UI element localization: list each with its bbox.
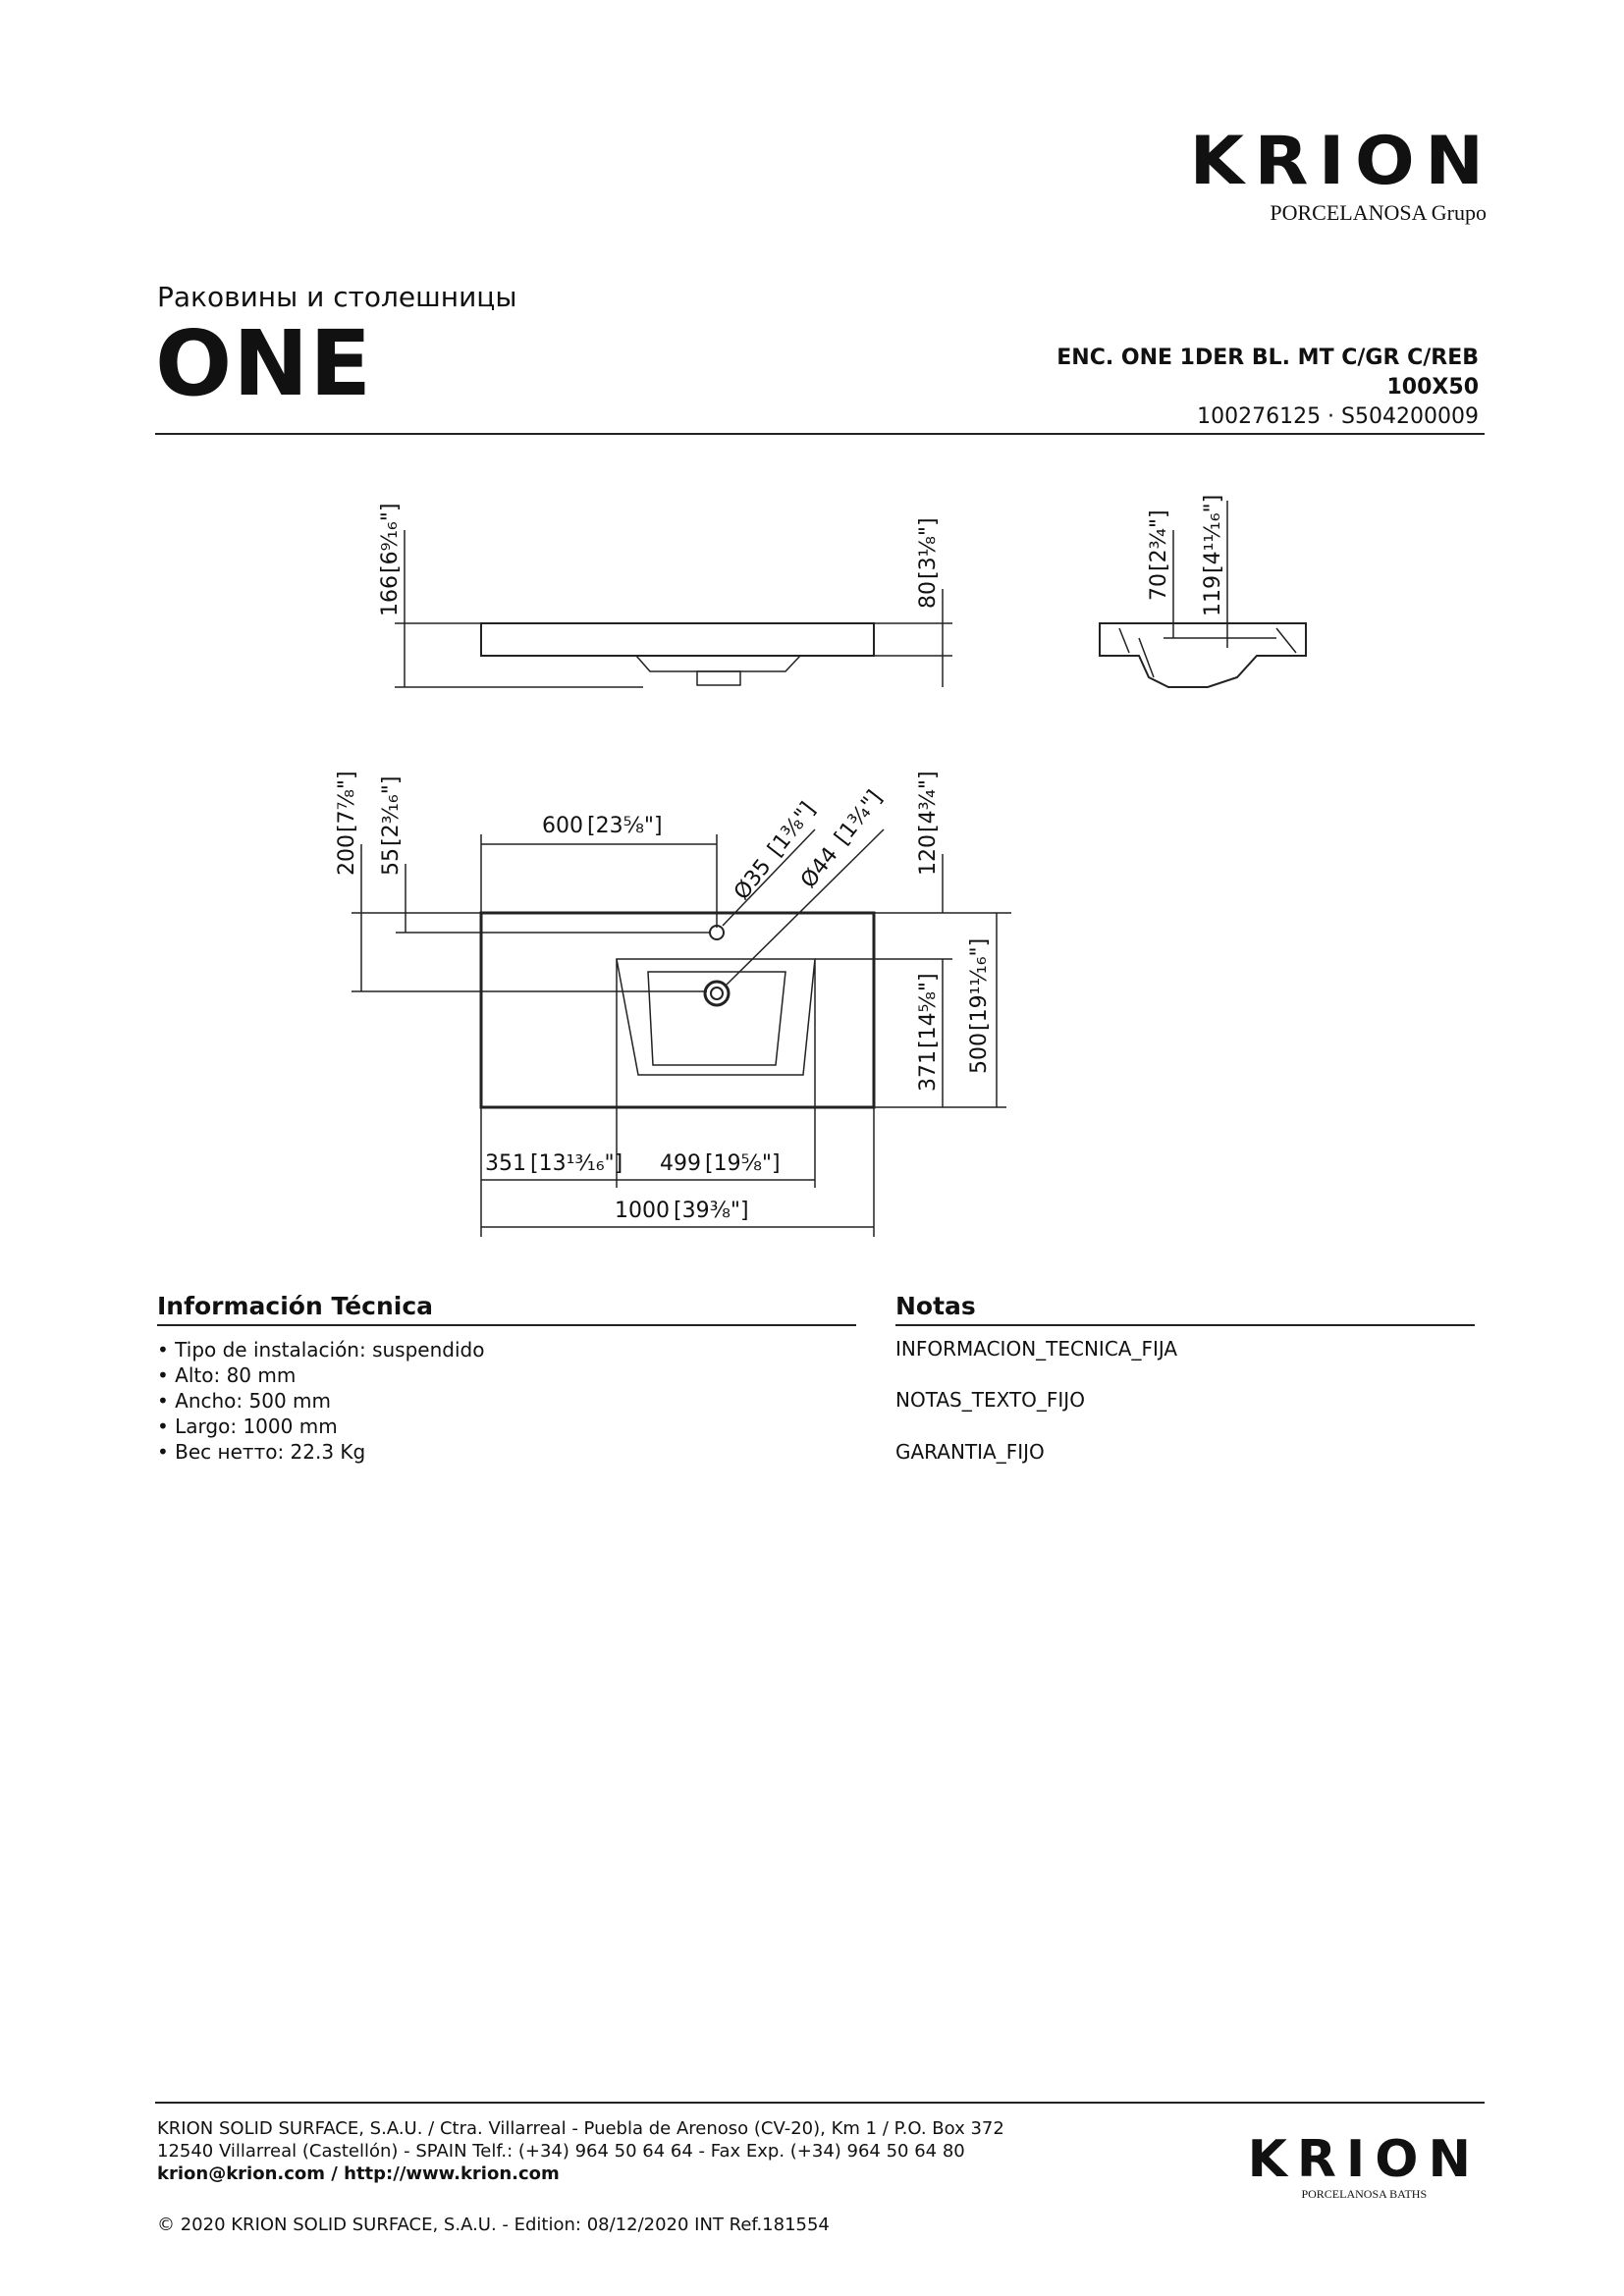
dim-120-imperial: [4¾"] [916,771,941,832]
contact-line: krion@krion.com / http://www.krion.com [157,2163,560,2184]
dim-200: 200 [335,834,359,876]
dim-1000: 1000 [615,1199,670,1223]
dim-55: 55 [379,848,404,876]
dim-351: 351 [485,1151,526,1176]
dim-500: 500 [967,1033,992,1074]
dim-600: 600 [542,814,583,838]
dim-120: 120 [916,834,941,876]
spec-item: • Ancho: 500 mm [157,1389,332,1413]
tech-info-divider [157,1324,856,1326]
dim-600-imperial: [23⅝"] [587,814,663,838]
dim-70: 70 [1147,573,1171,601]
dim-371: 371 [916,1050,941,1092]
dim-44-diameter: Ø44 [796,842,843,893]
logo-wordmark: KRION [1189,123,1494,200]
tech-info-list [157,1337,484,1465]
page-title: ONE [155,311,373,416]
product-codes: 100276125 · S504200009 [1197,404,1479,429]
logo-tagline: PORCELANOSA Grupo [1270,200,1487,225]
dim-35-imperial: [1⅜"] [763,797,821,862]
footer-divider [155,2102,1485,2104]
copyright: © 2020 KRION SOLID SURFACE, S.A.U. - Edition: 08/12/2020 INT Ref.181554 [157,2215,830,2235]
dim-371-imperial: [14⅝"] [916,973,941,1048]
footer-address [157,2117,1004,2185]
dim-35-diameter: Ø35 [730,854,777,905]
product-size: 100X50 [1386,375,1479,400]
dim-70-imperial: [2¾"] [1147,509,1171,571]
note-line: GARANTIA_FIJO [895,1440,1045,1464]
address-line-2: 12540 Villarreal (Castellón) - SPAIN Telf.: (+34) 964 50 64 64 - Fax Exp. (+34) 964 50 64 80 [157,2141,965,2162]
dim-166: 166 [378,575,403,616]
notes-heading: Notas [895,1292,976,1320]
dim-351-imperial: [13¹³⁄₁₆"] [530,1151,623,1176]
dim-499: 499 [660,1151,701,1176]
notes-divider [895,1324,1475,1326]
dim-200-imperial: [7⅞"] [335,771,359,832]
spec-item: • Alto: 80 mm [157,1363,297,1387]
address-line-1: KRION SOLID SURFACE, S.A.U. / Ctra. Villarreal - Puebla de Arenoso (CV-20), Km 1 / P.O. Box 372 [157,2118,1004,2139]
spec-item: • Вес нетто: 22.3 Kg [157,1440,366,1464]
footer-krion-logo [1248,2132,1481,2202]
dim-44-imperial: [1¾"] [830,785,888,850]
dim-499-imperial: [19⅝"] [705,1151,781,1176]
dim-55-imperial: [2³⁄₁₆"] [379,775,404,846]
dim-119: 119 [1201,575,1225,616]
note-line: NOTAS_TEXTO_FIJO [895,1388,1085,1412]
dim-166-imperial: [6⁹⁄₁₆"] [378,503,403,573]
footer-logo-tagline: PORCELANOSA BATHS [1301,2187,1428,2201]
dim-80: 80 [916,581,941,609]
tech-info-heading: Información Técnica [157,1292,434,1320]
category-label: Раковины и столешницы [157,281,517,313]
spec-item: • Tipo de instalación: suspendido [157,1338,485,1362]
dim-500-imperial: [19¹¹⁄₁₆"] [967,937,992,1031]
dim-1000-imperial: [39⅜"] [674,1199,749,1223]
product-name: ENC. ONE 1DER BL. MT C/GR C/REB [1056,346,1479,370]
note-line: INFORMACION_TECNICA_FIJA [895,1337,1178,1361]
dim-80-imperial: [3⅛"] [916,517,941,579]
spec-item: • Largo: 1000 mm [157,1415,338,1438]
footer-logo-wordmark: KRION [1247,2130,1481,2189]
dim-119-imperial: [4¹¹⁄₁₆"] [1201,494,1225,573]
